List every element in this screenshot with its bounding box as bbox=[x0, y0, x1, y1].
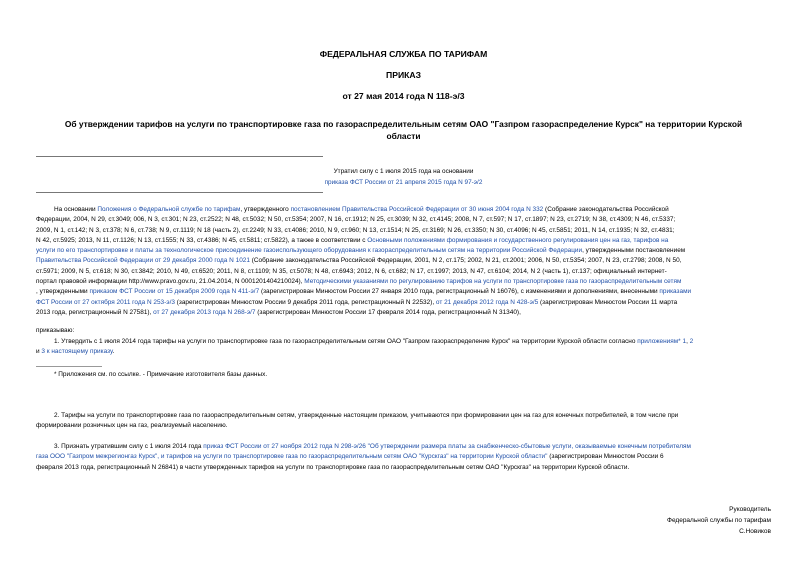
text: (зарегистрирован Минюстом России 6 bbox=[547, 453, 664, 461]
order-word: приказываю: bbox=[36, 327, 75, 334]
text: 1. Утвердить с 1 июля 2014 года тарифы на услуги по транспортировке газа по газораспределительным сетям ОАО "Газпром газораспределение Курск" на территории Курской области согласно bbox=[54, 338, 638, 345]
item-3 bbox=[36, 442, 771, 473]
repeal-order-link[interactable]: приказа ФСТ России от 21 апреля 2015 года N 97-э/2 bbox=[324, 179, 483, 186]
fst-order-link[interactable]: ФСТ России от 27 октября 2011 года N 253-э/3 bbox=[36, 298, 175, 306]
text: и bbox=[36, 348, 42, 356]
text: (Собрание законодательства Российской Федерации, 2001, N 2, ст.175; 2002, N 21, ст.2001; 2006, N 50, ст.5354; 2007, N 23, ст.2798; 2008, N 50, bbox=[249, 257, 682, 265]
government-decree-link[interactable]: постановлением Правительства Российской Федерации от 30 июня 2004 года N 332 bbox=[290, 206, 544, 213]
agency-name: ФЕДЕРАЛЬНАЯ СЛУЖБА ПО ТАРИФАМ bbox=[319, 49, 488, 59]
basis-paragraph bbox=[36, 205, 771, 318]
appendix-link[interactable]: приложениям* 1 bbox=[637, 338, 687, 345]
appendix-link[interactable]: 3 к настоящему приказу bbox=[41, 348, 113, 356]
text: , утвержденными постановлением bbox=[582, 247, 686, 255]
text: (Собрание законодательства Российской bbox=[543, 206, 669, 213]
fst-order-link[interactable]: приказами bbox=[659, 288, 692, 296]
text: портал правовой информации http://www.pravo.gov.ru, 21.04.2014, N 0001201404210024), bbox=[36, 278, 305, 286]
text: . bbox=[112, 348, 115, 356]
fst-order-link[interactable]: от 27 декабря 2013 года N 268-э/7 bbox=[153, 308, 256, 316]
text: На основании bbox=[54, 206, 98, 213]
divider bbox=[36, 192, 323, 193]
text: 2. Тарифы на услуги по транспортировке газа по газораспределительным сетям, утвержденные настоящим приказом, учитываются при формировании цен на газ для конечных потребителей, в том числе при bbox=[54, 412, 679, 419]
text: , утвержденного bbox=[240, 206, 291, 213]
methodical-guidelines-link[interactable]: Методическими указаниями по регулированию тарифов на услуги по транспортировке газа по газораспределительным сетям bbox=[304, 278, 682, 286]
text: (зарегистрирован Минюстом России 27 января 2010 года, регистрационный N 16076), с изменениями и дополнениями, внесенными bbox=[259, 288, 660, 296]
title-line-2: области bbox=[386, 131, 421, 141]
document-type: ПРИКАЗ bbox=[386, 70, 421, 80]
text: Федерации, 2004, N 29, ст.3049; 006, N 3, ст.301; N 23, ст.2522; N 48, ст.5032; N 50, ст.5354; 2007, N 16, ст.1912; N 25, ст.3039; N 32, ст.4145; 2008, N 7, ст.597; N 17, ст.1897; N 23, ст.2719; N 38, ст.4309; N 46, ст.5337; bbox=[36, 216, 676, 224]
text: (зарегистрирован Минюстом России 11 марта bbox=[538, 298, 678, 306]
text: формировании розничных цен на газ, реализуемый населению. bbox=[36, 422, 228, 430]
text: (зарегистрирован Минюстом России 17 февраля 2014 года, регистрационный N 31340), bbox=[255, 308, 521, 316]
appendix-link[interactable]: 2 bbox=[689, 338, 694, 345]
text: 3. Признать утратившим силу с 1 июля 2014 года bbox=[54, 443, 204, 450]
item-2 bbox=[36, 411, 771, 432]
fst-order-link[interactable]: приказом ФСТ России от 15 декабря 2009 года N 411-э/7 bbox=[89, 288, 260, 296]
text: (зарегистрирован Минюстом России 9 декабря 2011 года, регистрационный N 22532), bbox=[174, 298, 436, 306]
basic-provisions-link[interactable]: Основными положениями формирования и государственного регулирования цен на газ, тарифов на bbox=[367, 236, 669, 244]
text: ст.5971; 2009, N 5, ст.618; N 30, ст.3842; 2010, N 49, ст.6520; 2011, N 8, ст.1109; N 35, ст.5078; N 48, ст.6943; 2012, N 6, ст.682; N 17, ст.1997; 2013, N 47, ст.6104; 2014, N 2 (часть 1), ст.137; официальный интернет- bbox=[36, 267, 667, 275]
basic-provisions-link[interactable]: услуги по его транспортировке и платы за технологическое присоединение газоиспользующего оборудования к газораспределительным сетям на территории Российской Федерации bbox=[36, 247, 583, 255]
repealed-order-link[interactable]: газа ООО "Газпром межрегионгаз Курск", и тарифов на услуги по транспортировке газа по газораспределительным сетям ОАО "Курскгаз" на территории Курской области" bbox=[36, 453, 548, 461]
signer-name: С.Новиков bbox=[739, 528, 771, 535]
text: 2013 года, регистрационный N 27581), bbox=[36, 308, 154, 316]
repealed-order-link[interactable]: приказ ФСТ России от 27 ноября 2012 года N 298-э/26 "Об утверждении размера платы за снабженческо-сбытовые услуги, оказываемые конечным потребителям bbox=[203, 443, 691, 450]
signer-position: Руководитель bbox=[729, 506, 771, 513]
text: N 42, ст.5925; 2013, N 11, ст.1126; N 13, ст.1555; N 33, ст.4386; N 45, ст.5811; ст.5822), а также в соответствии с bbox=[36, 236, 368, 244]
title-line-1: Об утверждении тарифов на услуги по транспортировке газа по газораспределительным сетям ОАО "Газпром газораспределение Курск" на территории Курской bbox=[64, 119, 743, 129]
divider bbox=[36, 156, 323, 157]
status-note: Утратил силу с 1 июля 2015 года на основании bbox=[333, 168, 474, 175]
item-1 bbox=[36, 337, 771, 358]
regulation-link[interactable]: Положения о Федеральной службе по тарифам bbox=[97, 206, 241, 213]
government-decree-link[interactable]: Правительства Российской Федерации от 29 декабря 2000 года N 1021 bbox=[36, 257, 250, 265]
fst-order-link[interactable]: от 21 декабря 2012 года N 428-э/5 bbox=[435, 298, 539, 306]
signer-agency: Федеральной службы по тарифам bbox=[667, 517, 771, 524]
signature-block bbox=[667, 504, 771, 537]
text: , утвержденными bbox=[36, 288, 90, 296]
footnote-divider bbox=[36, 366, 102, 367]
footnote: * Приложения см. по ссылке. - Примечание изготовителя базы данных. bbox=[54, 371, 268, 378]
text: 2009, N 1, ст.142; N 3, ст.378; N 6, ст.738; N 9, ст.1119; N 18 (часть 2), ст.2249; N 33, ст.4086; 2010, N 9, ст.960; N 13, ст.1514; N 25, ст.3169; N 26, ст.3350; N 30, ст.4096; N 45, ст.5851; 2011, N 14, ст.1935; N 32, ст.4831; bbox=[36, 226, 675, 234]
text: февраля 2013 года, регистрационный N 26841) в части утвержденных тарифов на услуги по транспортировке газа по газораспределительным сетям ОАО "Курскгаз" на территории Курской области. bbox=[36, 463, 630, 471]
document-date-number: от 27 мая 2014 года N 118-э/3 bbox=[342, 91, 465, 101]
text: , bbox=[686, 338, 690, 345]
page-title bbox=[36, 118, 771, 142]
